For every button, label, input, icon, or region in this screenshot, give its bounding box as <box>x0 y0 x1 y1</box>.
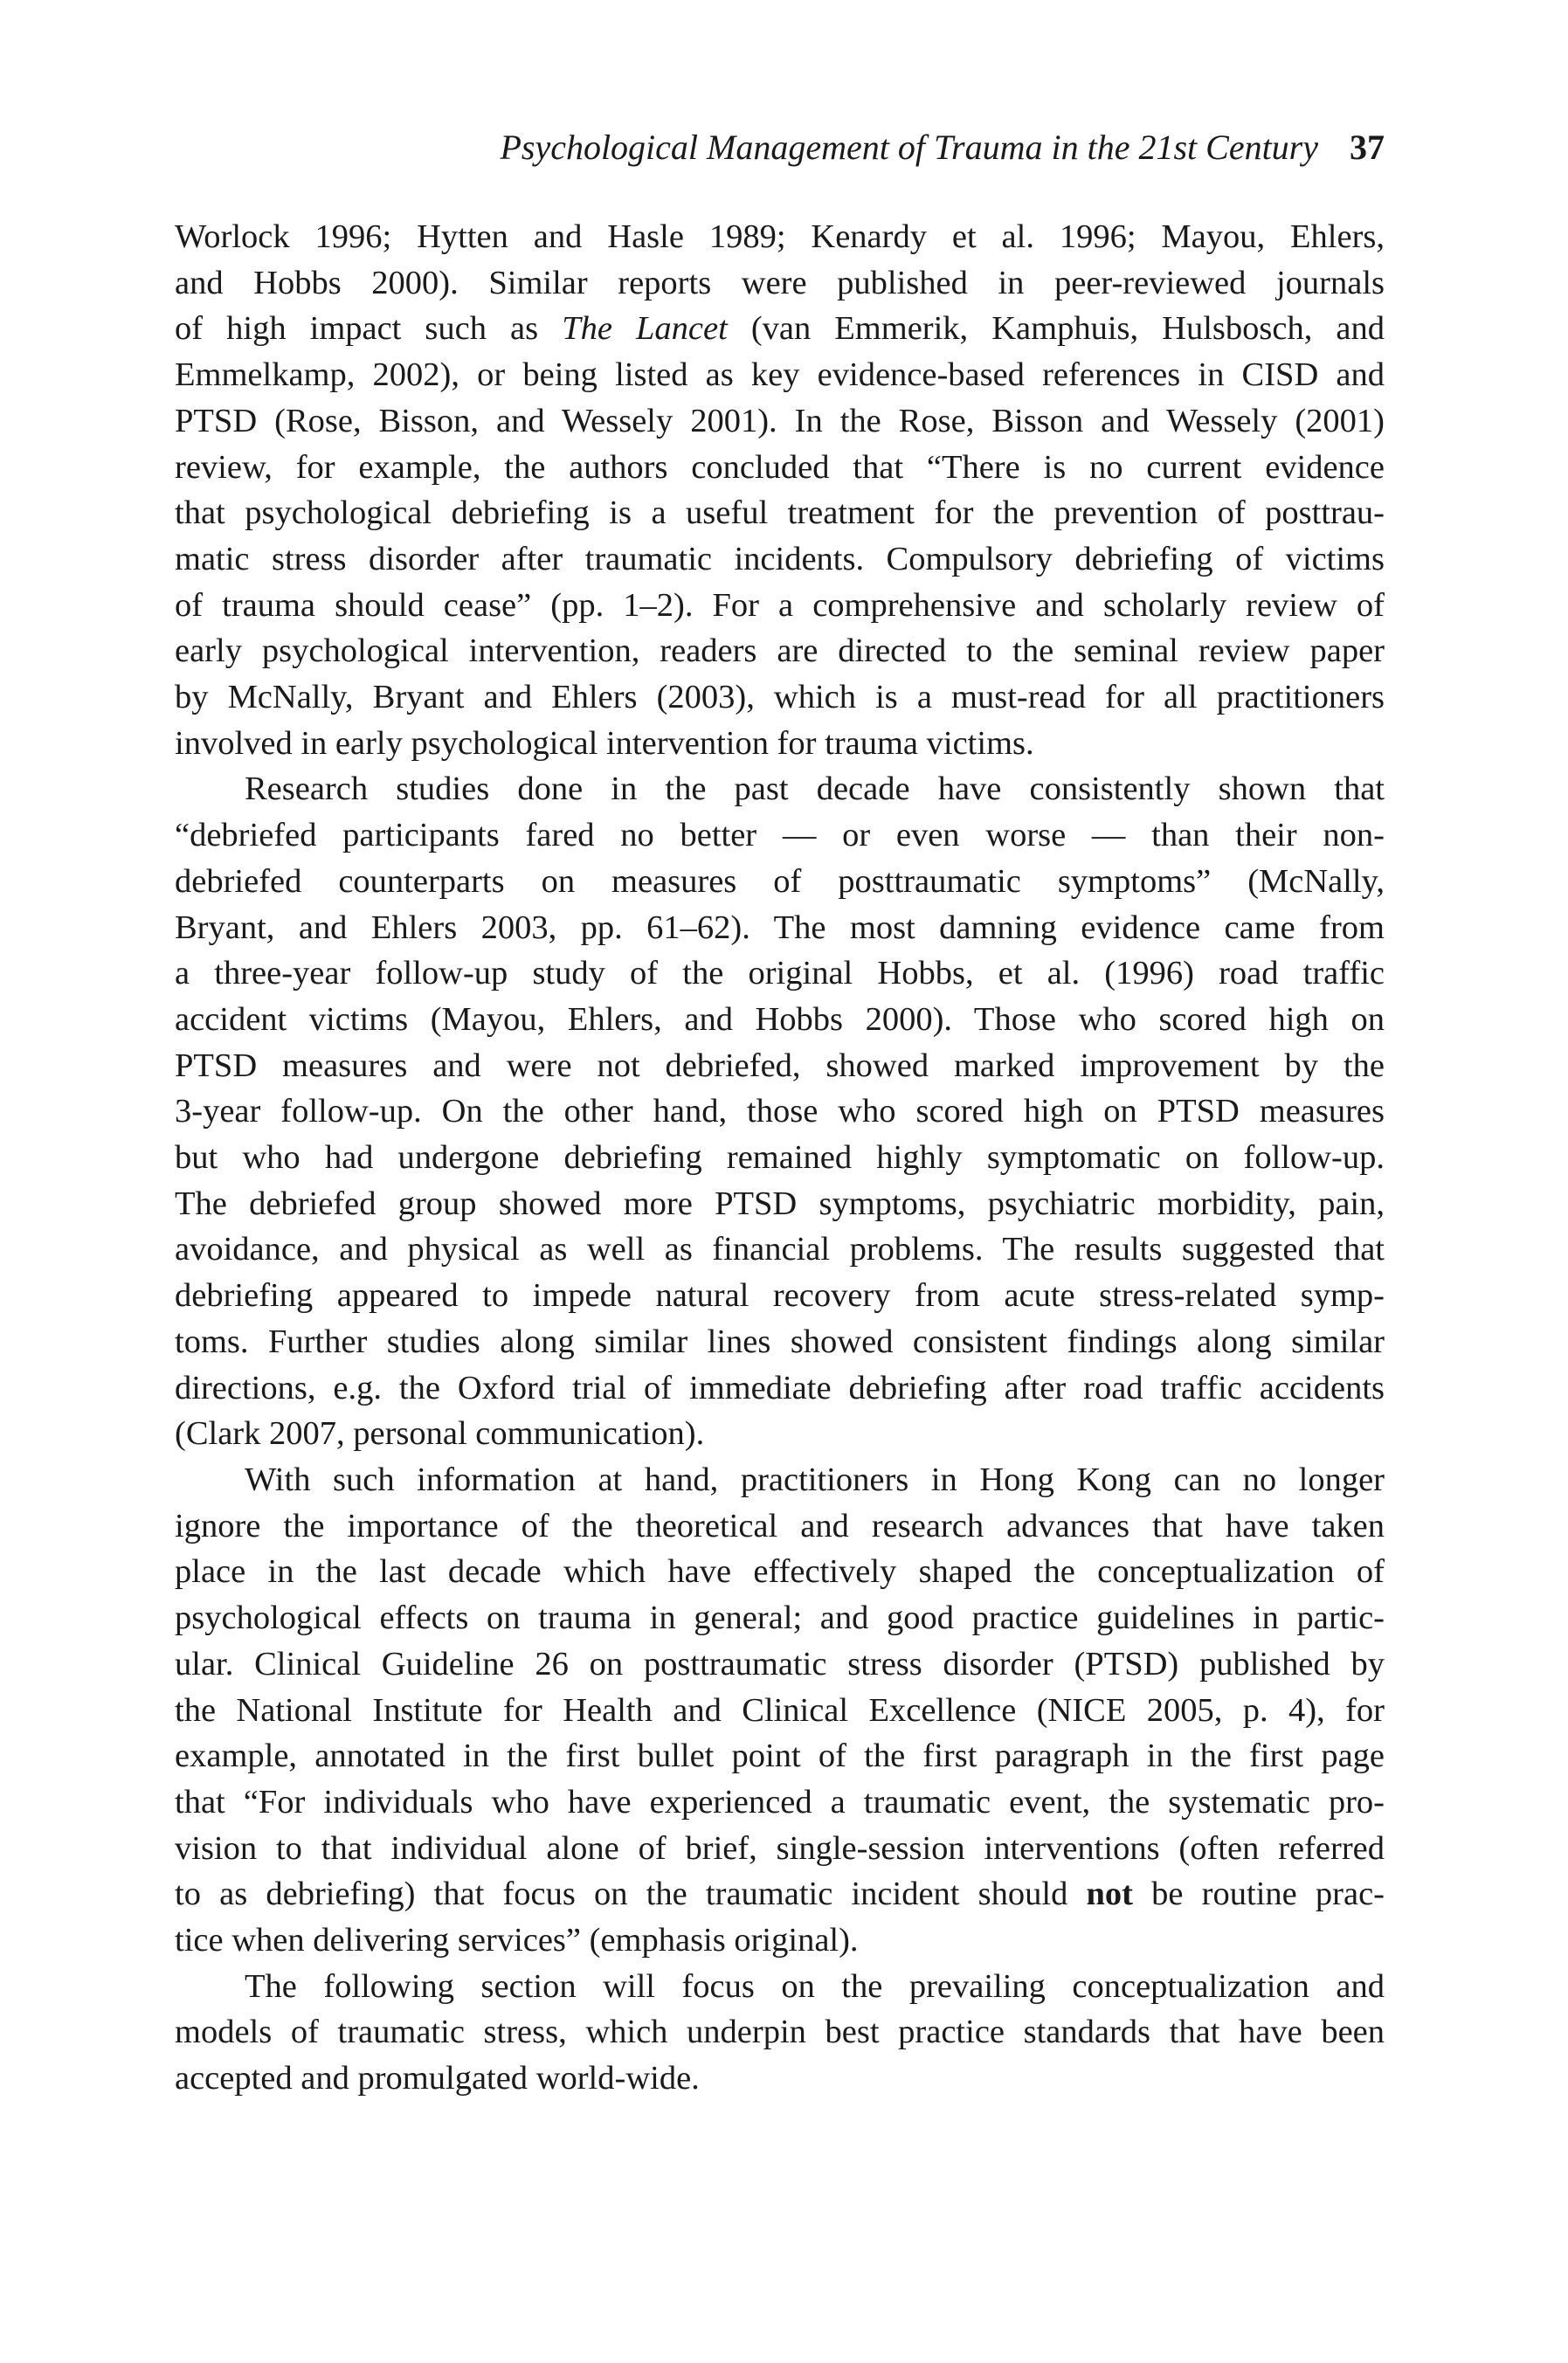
text-line: With such information at hand, practitioners in Hong Kong can no longer <box>245 1461 1385 1498</box>
text-segment: (van Emmerik, Kamphuis, Hulsbosch, and <box>727 310 1385 348</box>
text-line: a three-year follow-up study of the original Hobbs, et al. (1996) road traffic <box>175 955 1385 992</box>
text-line: of trauma should cease” (pp. 1–2). For a comprehensive and scholarly review of <box>175 586 1385 624</box>
text-line: directions, e.g. the Oxford trial of immediate debriefing after road traffic accidents <box>175 1369 1385 1406</box>
text-segment: to as debriefing) that focus on the traumatic incident should <box>175 1876 1087 1913</box>
text-line: vision to that individual alone of brief, single-session interventions (often referred <box>175 1829 1385 1867</box>
text-line: that “For individuals who have experienced a traumatic event, the systematic pro- <box>175 1783 1385 1821</box>
emphasis-not: not <box>1086 1876 1133 1913</box>
text-line: but who had undergone debriefing remained highly symptomatic on follow-up. <box>175 1139 1385 1177</box>
text-line: tice when delivering services” (emphasis original). <box>175 1922 859 1959</box>
text-line: The debriefed group showed more PTSD symptoms, psychiatric morbidity, pain, <box>175 1185 1385 1222</box>
text-line: early psychological intervention, readers are directed to the seminal review paper <box>175 632 1385 670</box>
text-line: the National Institute for Health and Clinical Excellence (NICE 2005, p. 4), for <box>175 1691 1385 1729</box>
text-line: “debriefed participants fared no better — or even worse — than their non- <box>175 817 1385 854</box>
text-line: Emmelkamp, 2002), or being listed as key evidence-based references in CISD and <box>175 356 1385 394</box>
paragraph-1 <box>175 214 1385 766</box>
text-line: place in the last decade which have effectively shaped the conceptualization of <box>175 1553 1385 1591</box>
text-line: accepted and promulgated world-wide. <box>175 2060 700 2097</box>
text-line: PTSD measures and were not debriefed, showed marked improvement by the <box>175 1047 1385 1084</box>
text-line: review, for example, the authors concluded that “There is no current evidence <box>175 448 1385 486</box>
text-line: example, annotated in the first bullet point of the first paragraph in the first page <box>175 1738 1385 1775</box>
text-line: psychological effects on trauma in general; and good practice guidelines in partic- <box>175 1600 1385 1637</box>
text-line: debriefed counterparts on measures of posttraumatic symptoms” (McNally, <box>175 862 1385 900</box>
text-line: ular. Clinical Guideline 26 on posttraumatic stress disorder (PTSD) published by <box>175 1645 1385 1682</box>
text-line: Worlock 1996; Hytten and Hasle 1989; Kenardy et al. 1996; Mayou, Ehlers, <box>175 218 1385 255</box>
text-line: accident victims (Mayou, Ehlers, and Hobbs 2000). Those who scored high on <box>175 1000 1385 1038</box>
text-line: models of traumatic stress, which underpin best practice standards that have been <box>175 2014 1385 2051</box>
text-line <box>175 306 1385 352</box>
running-head-title: Psychological Management of Trauma in the 21st Century <box>500 128 1318 167</box>
text-line: The following section will focus on the prevailing conceptualization and <box>245 1967 1385 2005</box>
paragraph-4 <box>175 1964 1385 2102</box>
page-number: 37 <box>1350 128 1385 167</box>
text-line: Research studies done in the past decade have consistently shown that <box>245 770 1385 808</box>
running-head <box>175 127 1385 169</box>
text-segment: of high impact such as <box>175 310 563 348</box>
text-line: ignore the importance of the theoretical and research advances that have taken <box>175 1507 1385 1544</box>
journal-title: The Lancet <box>562 310 728 348</box>
body-text <box>175 214 1385 2102</box>
text-segment: be routine prac- <box>1133 1876 1385 1913</box>
text-line: PTSD (Rose, Bisson, and Wessely 2001). In the Rose, Bisson and Wessely (2001) <box>175 402 1385 439</box>
text-line: 3-year follow-up. On the other hand, those who scored high on PTSD measures <box>175 1093 1385 1130</box>
text-line: toms. Further studies along similar lines showed consistent findings along similar <box>175 1323 1385 1360</box>
text-line: involved in early psychological intervention for trauma victims. <box>175 724 1034 762</box>
text-line <box>175 1871 1385 1917</box>
text-line: debriefing appeared to impede natural recovery from acute stress-related symp- <box>175 1277 1385 1315</box>
text-line: that psychological debriefing is a useful treatment for the prevention of posttrau- <box>175 494 1385 532</box>
text-line: matic stress disorder after traumatic incidents. Compulsory debriefing of victims <box>175 540 1385 577</box>
text-line: avoidance, and physical as well as financial problems. The results suggested that <box>175 1231 1385 1268</box>
text-line: Bryant, and Ehlers 2003, pp. 61–62). The most damning evidence came from <box>175 909 1385 946</box>
text-line: by McNally, Bryant and Ehlers (2003), which is a must-read for all practitioners <box>175 679 1385 716</box>
paragraph-2 <box>175 766 1385 1457</box>
text-line: and Hobbs 2000). Similar reports were published in peer-reviewed journals <box>175 264 1385 301</box>
text-line: (Clark 2007, personal communication). <box>175 1415 705 1453</box>
paragraph-3 <box>175 1457 1385 1964</box>
